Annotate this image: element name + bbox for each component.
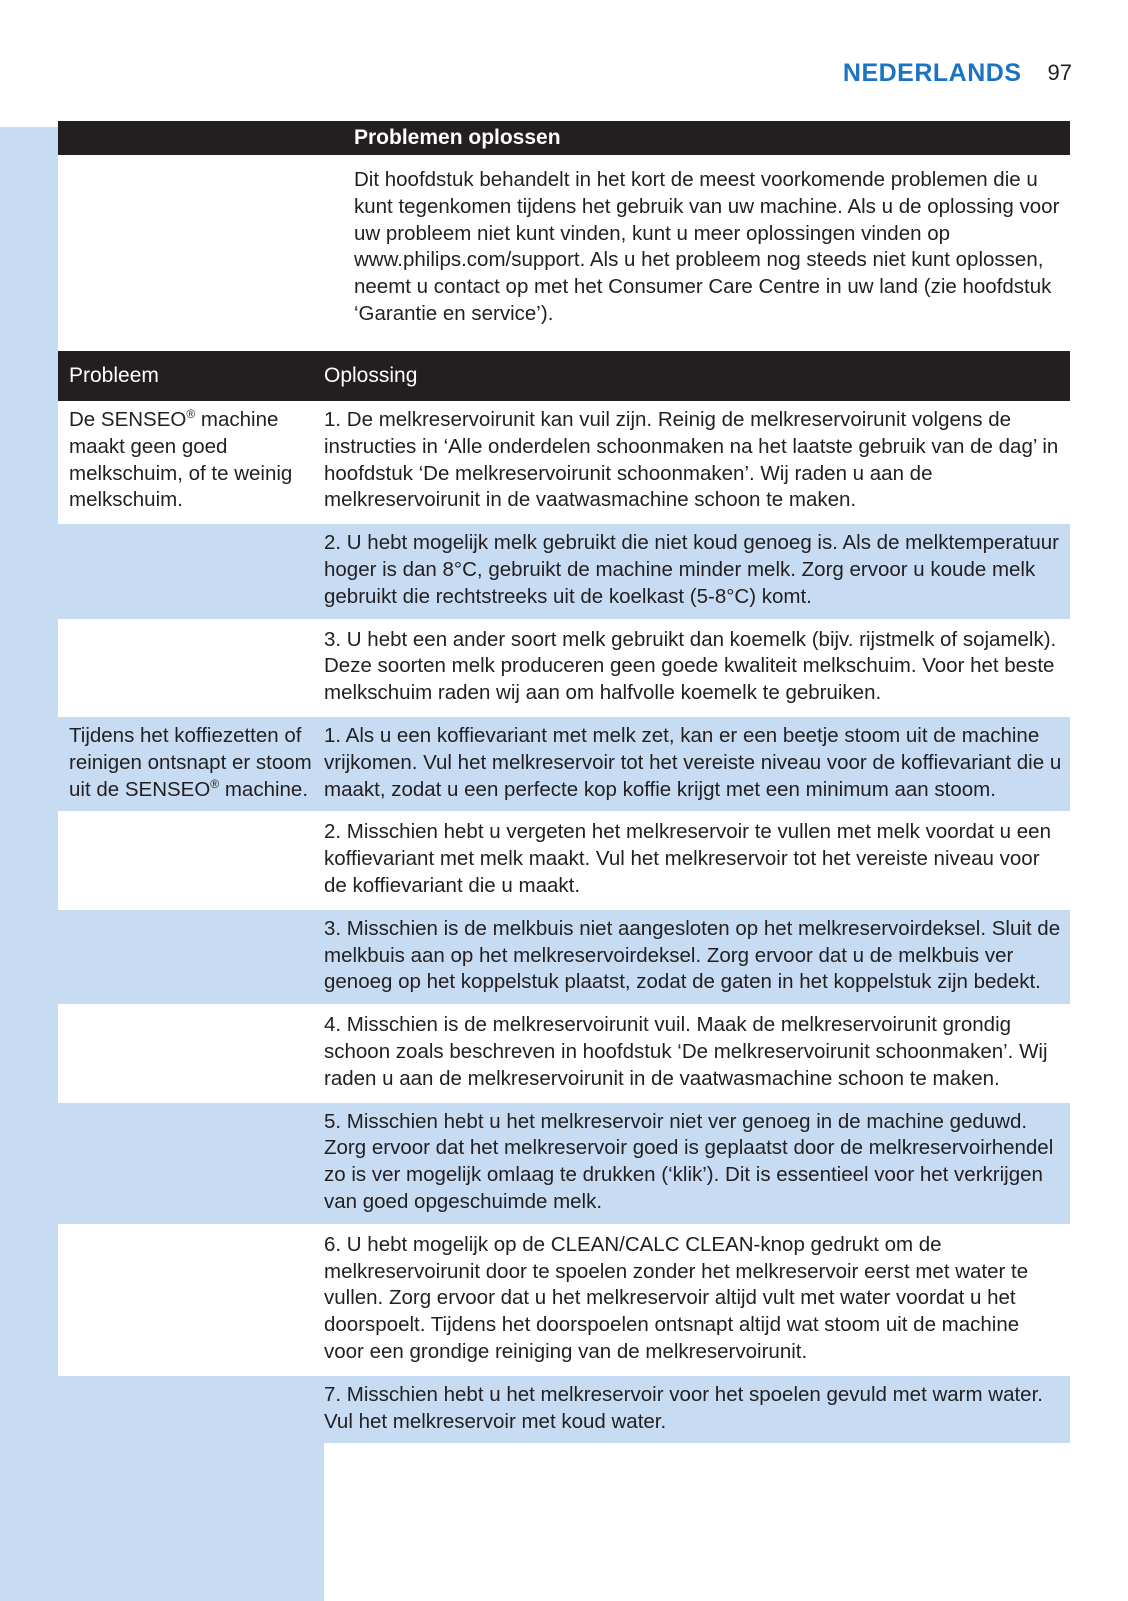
solution-cell: 6. U hebt mogelijk op de CLEAN/CALC CLEAN-knop gedrukt om de melkreservoirunit door te spoelen zonder het melkreservoir eerst met water te vullen. Zorg ervoor dat u het melkreservoir altijd vult met water voordat u het doorspoelt. Tijdens het doorspoelen ontsnapt altijd wat stoom uit de machine voor een grondige reiniging van de melkreservoirunit. <box>324 1232 1029 1363</box>
page-header <box>700 56 1072 90</box>
solution-cell: 2. Misschien hebt u vergeten het melkreservoir te vullen met melk voordat u een koffievariant met melk maakt. Vul het melkreservoir tot het vereiste niveau voor de koffievariant die u maakt. <box>324 820 1051 897</box>
problem-cell <box>58 1103 324 1224</box>
intro-left-column <box>58 155 324 351</box>
table-header <box>58 351 1070 401</box>
table-row <box>58 401 1070 522</box>
problem-cell <box>58 1226 324 1374</box>
table-row <box>58 1101 1070 1224</box>
solution-cell: 1. De melkreservoirunit kan vuil zijn. Reinig de melkreservoirunit volgens de instructies in ‘Alle onderdelen schoonmaken na het laatste gebruik van de dag’ in hoofdstuk ‘De melkreservoirunit schoonmaken’. Wij raden u aan de melkreservoirunit in de vaatwasmachine schoon te maken. <box>324 408 1059 512</box>
table-row <box>58 522 1070 618</box>
table-row <box>58 811 1070 907</box>
chapter-heading-bar <box>58 121 1070 155</box>
problem-cell <box>58 910 324 1004</box>
chapter-intro: Dit hoofdstuk behandelt in het kort de meest voorkomende problemen die u kunt tegenkomen tijdens het gebruik van uw machine. Als u de oplossing voor uw probleem niet kunt vinden, kunt u meer oplossingen vinden op www.philips.com/support. Als u het probleem nog steeds niet kunt oplossen, neemt u contact op met het Consumer Care Centre in uw land (zie hoofdstuk ‘Garantie en service’). <box>354 168 1060 325</box>
problem-cell <box>58 621 324 715</box>
chapter-title: Problemen oplossen <box>354 126 561 149</box>
troubleshooting-table <box>58 351 1070 1443</box>
problem-cell: Tijdens het koffiezetten of reinigen ontsnapt er stoom uit de SENSEO® machine. <box>69 723 312 801</box>
solution-cell: 7. Misschien hebt u het melkreservoir voor het spoelen gevuld met warm water. Vul het melkreservoir met koud water. <box>324 1382 1043 1433</box>
solution-cell: 5. Misschien hebt u het melkreservoir niet ver genoeg in de machine geduwd. Zorg ervoor dat het melkreservoir goed is geplaatst door de melkreservoirhendel zo is ver mogelijk omlaag te drukken (‘klik’). Dit is essentieel voor het verkrijgen van goed opgeschuimde melk. <box>324 1109 1054 1213</box>
solution-cell: 1. Als u een koffievariant met melk zet, kan er een beetje stoom uit de machine vrijkomen. Vul het melkreservoir tot het vereiste niveau voor de koffievariant die u maakt, zodat u een perfecte kop koffie krijgt met een minimum aan stoom. <box>324 723 1062 801</box>
table-row <box>58 1374 1070 1444</box>
table-row <box>58 1004 1070 1100</box>
solution-cell: 3. Misschien is de melkbuis niet aangesloten op het melkreservoirdeksel. Sluit de melkbuis aan op het melkreservoirdeksel. Zorg ervoor dat u de melkbuis ver genoeg op het koppelstuk plaatst, zodat de gaten in het koppelstuk zijn bedekt. <box>324 916 1061 994</box>
solution-cell: 3. U hebt een ander soort melk gebruikt dan koemelk (bijv. rijstmelk of sojamelk). Deze soorten melk produceren geen goede kwaliteit melkschuim. Voor het beste melkschuim raden wij aan om halfvolle koemelk te gebruiken. <box>324 627 1057 705</box>
page-number: 97 <box>1047 60 1072 85</box>
problem-cell <box>58 524 324 618</box>
problem-cell <box>58 1006 324 1100</box>
solution-cell: 4. Misschien is de melkreservoirunit vuil. Maak de melkreservoirunit grondig schoon zoals beschreven in hoofdstuk ‘De melkreservoirunit schoonmaken’. Wij raden u aan de melkreservoirunit in de vaatwasmachine schoon te maken. <box>324 1013 1048 1090</box>
column-header-problem: Probleem <box>69 364 159 387</box>
problem-cell <box>58 813 324 907</box>
table-row <box>58 1224 1070 1374</box>
problem-cell: De SENSEO® machine maakt geen goed melkschuim, of te weinig melkschuim. <box>69 407 293 512</box>
table-row <box>58 908 1070 1004</box>
table-row <box>58 715 1070 811</box>
column-header-solution: Oplossing <box>324 364 418 387</box>
problem-cell <box>58 1376 324 1444</box>
language-label: NEDERLANDS <box>842 58 1022 87</box>
table-row <box>58 619 1070 715</box>
solution-cell: 2. U hebt mogelijk melk gebruikt die niet koud genoeg is. Als de melktemperatuur hoger is dan 8°C, gebruikt de machine minder melk. Zorg ervoor u koude melk gebruikt die rechtstreeks uit de koelkast (5-8°C) komt. <box>324 531 1059 608</box>
